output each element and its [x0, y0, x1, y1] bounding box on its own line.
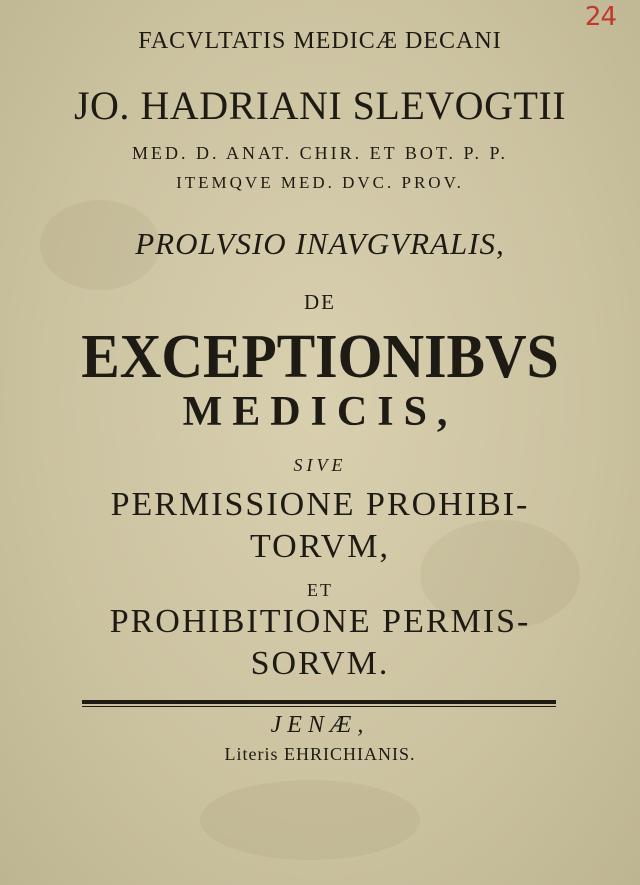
- imprint-printer: Literis EHRICHIANIS.: [224, 744, 416, 764]
- author-office: ITEMQVE MED. DVC. PROV.: [176, 173, 464, 192]
- handwritten-page-number: 24: [584, 2, 616, 32]
- main-title-continued: MEDICIS,: [182, 389, 458, 435]
- imprint-place: JENÆ,: [270, 712, 370, 738]
- subtitle-line-3: PROHIBITIONE PERMIS-: [109, 603, 531, 640]
- divider-rule: [82, 700, 556, 707]
- work-type: PROLVSIO INAVGVRALIS,: [135, 226, 505, 261]
- faculty-line: FACVLTATIS MEDICÆ DECANI: [138, 28, 502, 54]
- subtitle-line-2: TORVM,: [250, 528, 390, 565]
- author-degrees: MED. D. ANAT. CHIR. ET BOT. P. P.: [131, 143, 509, 163]
- author-name: JO. HADRIANI SLEVOGTII: [73, 83, 567, 128]
- title-conjunction: SIVE: [293, 455, 347, 475]
- subtitle-conjunction: ET: [307, 580, 333, 600]
- main-title: EXCEPTIONIBVS: [81, 323, 559, 391]
- subtitle-line-4: SORVM.: [250, 645, 390, 682]
- title-preposition: DE: [304, 290, 336, 314]
- paper-stain: [200, 780, 420, 860]
- subtitle-line-1: PERMISSIONE PROHIBI-: [110, 486, 530, 523]
